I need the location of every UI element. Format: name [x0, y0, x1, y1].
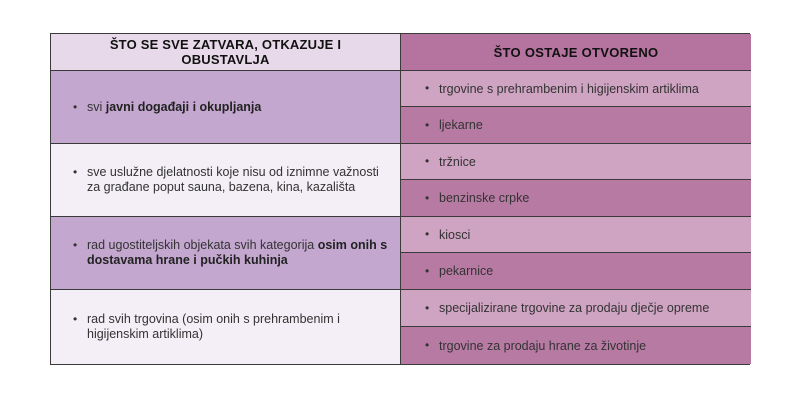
closed-item-3-text: rad ugostiteljskih objekata svih kategorija osim onih s dostavama hrane i pučkih kuhinja	[87, 238, 388, 267]
closed-item-3	[51, 217, 401, 290]
open-item	[401, 217, 751, 253]
open-item-label: kiosci	[439, 227, 471, 242]
bullet-icon: •	[425, 263, 430, 278]
open-item-label: benzinske crpke	[439, 191, 530, 205]
closed-item-4-text: rad svih trgovina (osim onih s prehrambenim i higijenskim artiklima)	[87, 312, 340, 341]
bullet-icon: •	[425, 154, 430, 168]
open-item	[401, 180, 751, 216]
open-item-label: tržnice	[439, 154, 476, 169]
open-item-label: ljekarne	[439, 118, 483, 132]
bullet-icon: •	[425, 227, 430, 241]
bullet-icon: •	[73, 238, 78, 252]
closed-item-4	[51, 290, 401, 364]
open-item-label: trgovine s prehrambenim i higijenskim artiklima	[439, 81, 699, 96]
open-item	[401, 327, 751, 364]
closures-table	[50, 33, 750, 365]
closed-item-2	[51, 144, 401, 217]
bullet-icon: •	[425, 190, 430, 205]
bullet-icon: •	[425, 338, 430, 352]
closed-item-2-text: sve uslužne djelatnosti koje nisu od iznimne važnosti za građane poput sauna, bazena, kina, kazališta	[87, 165, 379, 194]
open-group-3	[401, 217, 751, 290]
bullet-icon: •	[73, 99, 78, 114]
bullet-icon: •	[425, 300, 430, 315]
bullet-icon: •	[425, 117, 430, 132]
open-item	[401, 71, 751, 107]
open-item	[401, 107, 751, 143]
open-group-1	[401, 71, 751, 144]
open-item	[401, 290, 751, 327]
open-item-label: pekarnice	[439, 264, 494, 278]
open-item	[401, 144, 751, 180]
open-group-4	[401, 290, 751, 364]
open-item-label: trgovine za prodaju hrane za životinje	[439, 338, 647, 353]
bullet-icon: •	[73, 312, 78, 326]
closed-item-1-text: svi javni događaji i okupljanja	[87, 99, 262, 114]
header-open	[401, 34, 751, 71]
header-closed-label: ŠTO SE SVE ZATVARA, OTKAZUJE I OBUSTAVLJA	[109, 37, 342, 67]
header-open-label: ŠTO OSTAJE OTVORENO	[493, 44, 659, 60]
bullet-icon: •	[425, 81, 430, 95]
open-group-2	[401, 144, 751, 217]
closed-item-1	[51, 71, 401, 144]
header-closed	[51, 34, 401, 71]
bullet-icon: •	[73, 165, 78, 179]
open-item	[401, 253, 751, 289]
open-item-label: specijalizirane trgovine za prodaju dječje opreme	[439, 301, 710, 315]
